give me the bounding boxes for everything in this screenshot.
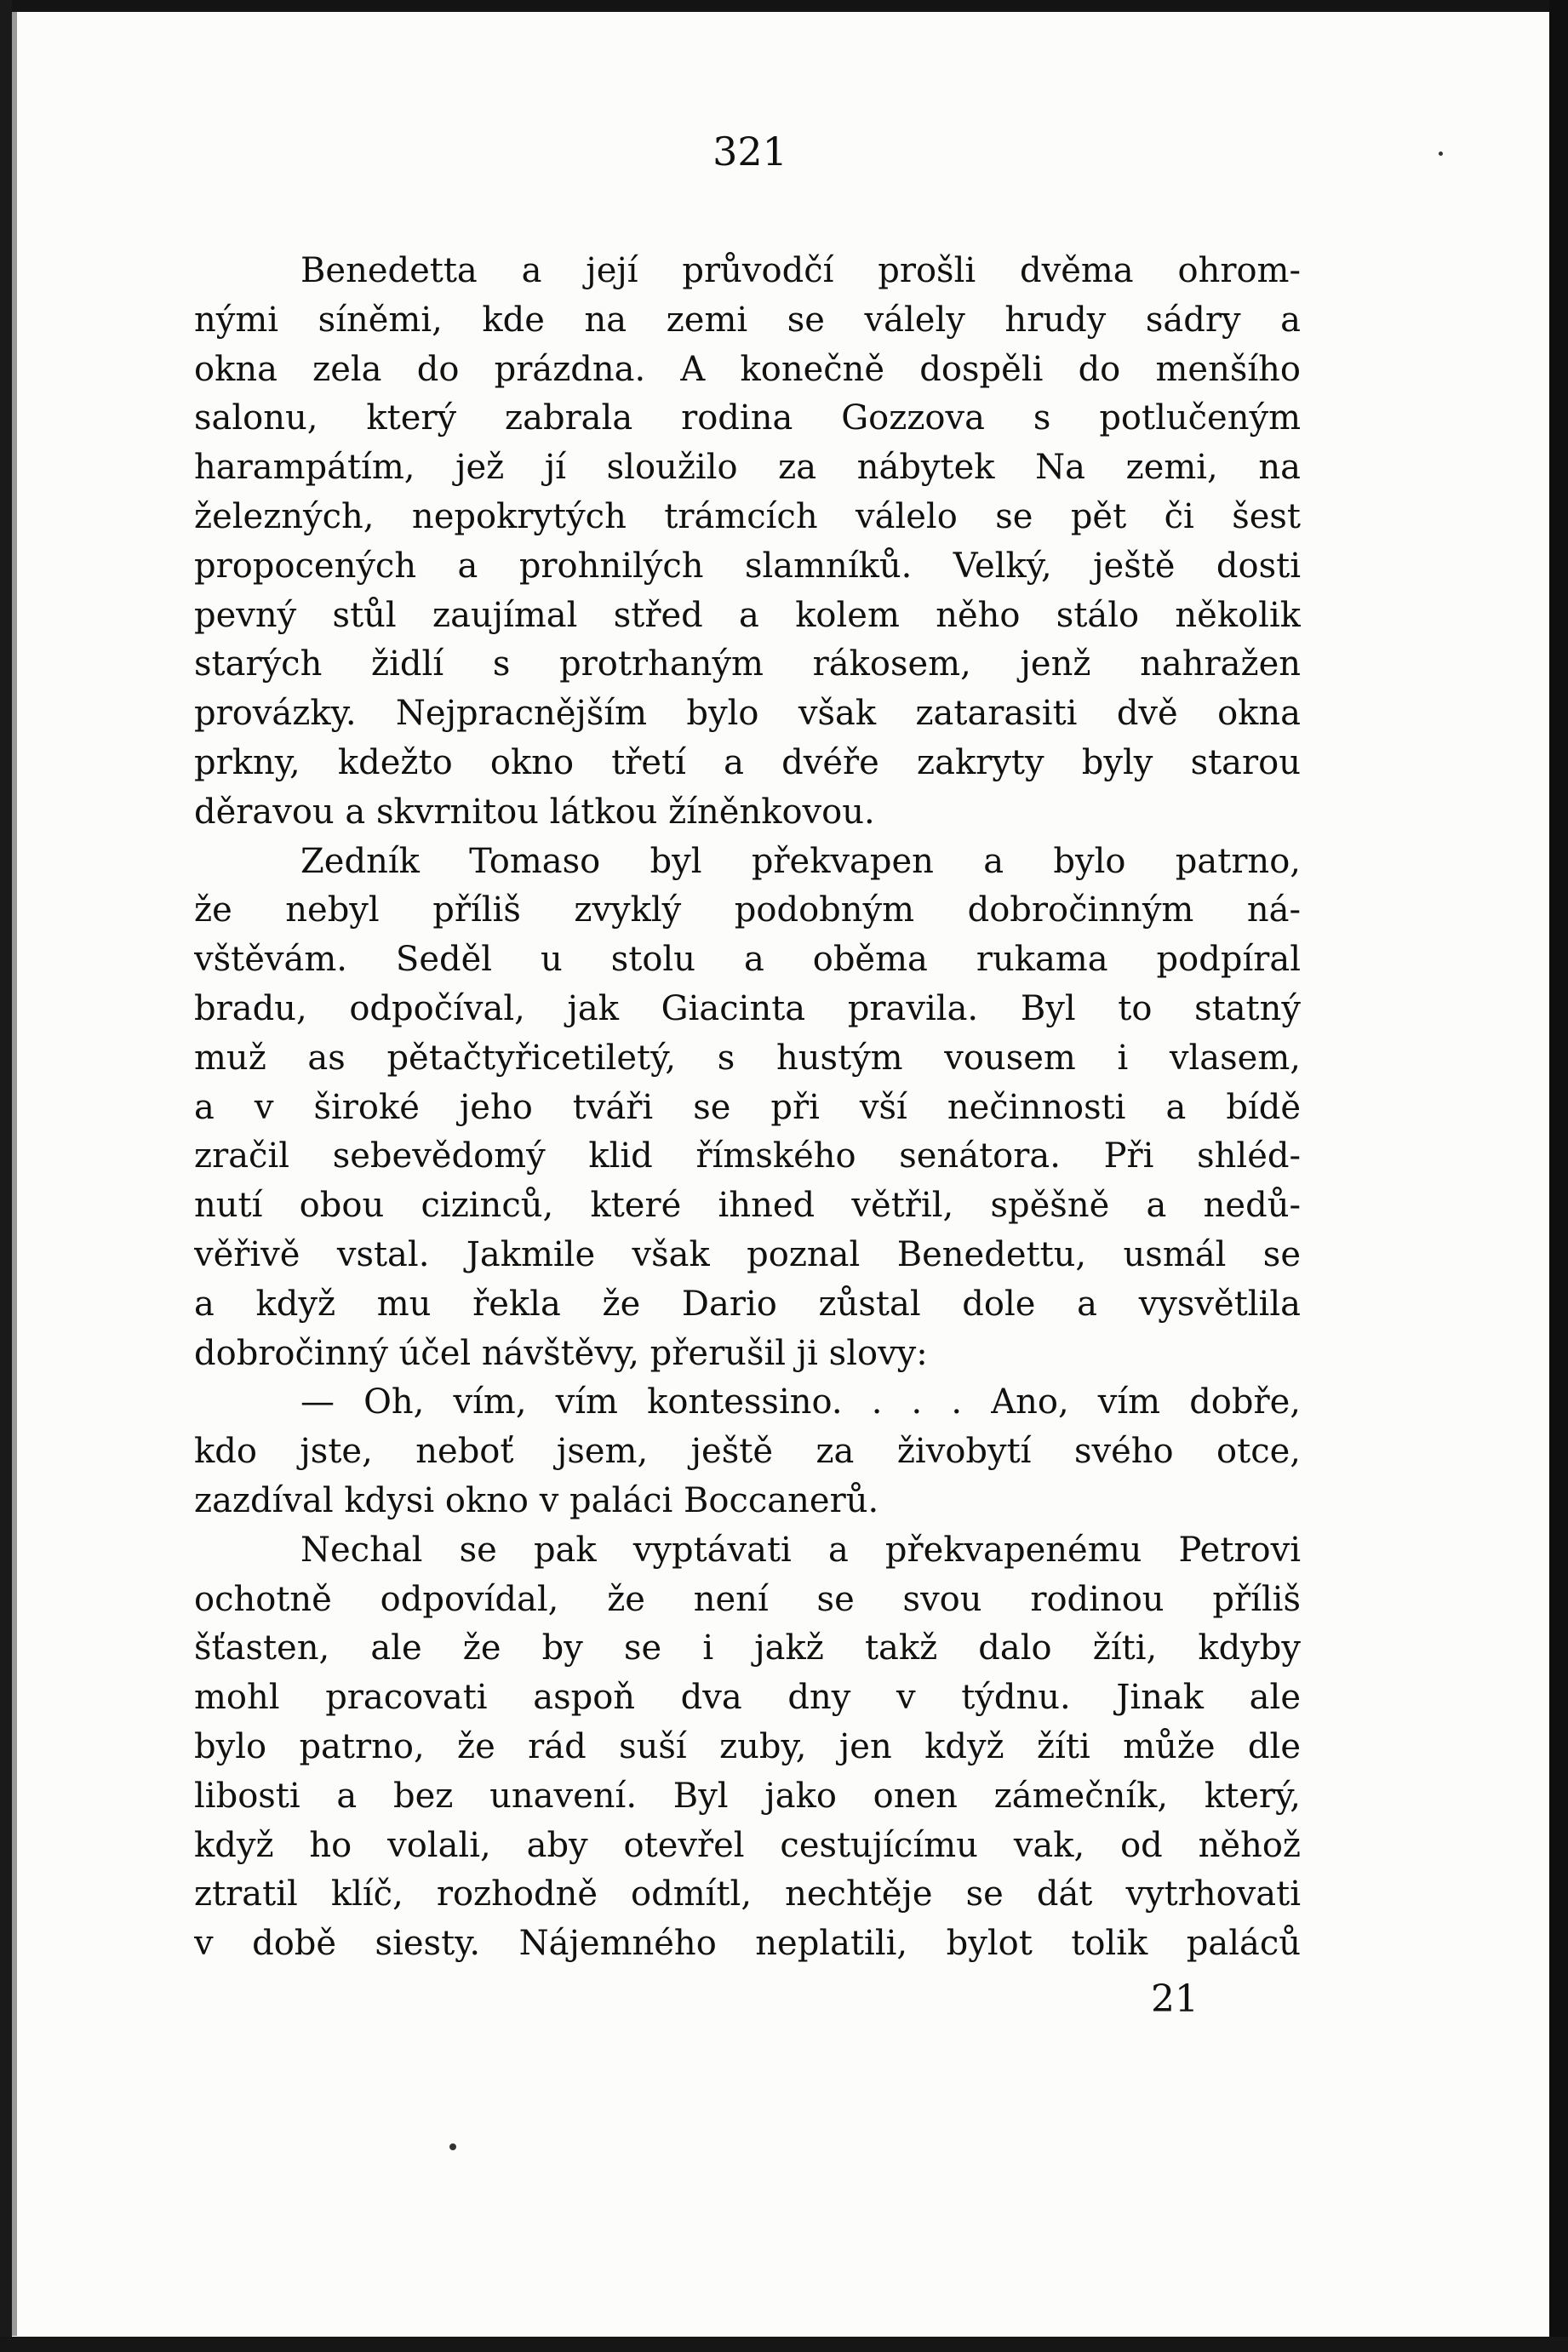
- text-line: zračil sebevědomý klid římského senátora. Při shléd-: [194, 1136, 1301, 1176]
- text-line: mohl pracovati aspoň dva dny v týdnu. Jinak ale: [194, 1678, 1301, 1718]
- text-line: — Oh, vím, vím kontessino. . . . Ano, vím dobře,: [300, 1382, 1301, 1422]
- text-line: Nechal se pak vyptávati a překvapenému Petrovi: [300, 1530, 1301, 1570]
- text-line: když ho volali, aby otevřel cestujícímu vak, od něhož: [194, 1825, 1301, 1865]
- text-line: propocených a prohnilých slamníků. Velký, ještě dosti: [194, 546, 1301, 586]
- text-line: pevný stůl zaujímal střed a kolem něho stálo několik: [194, 595, 1301, 635]
- text-line: harampátím, jež jí sloužilo za nábytek Na zemi, na: [194, 448, 1301, 488]
- scan-edge-left: [0, 0, 12, 2352]
- scan-edge-top: [0, 0, 1568, 12]
- text-line: železných, nepokrytých trámcích válelo se pět či šest: [194, 496, 1301, 536]
- text-line: provázky. Nejpracnějším bylo však zatarasiti dvě okna: [194, 694, 1301, 734]
- text-line: Zedník Tomaso byl překvapen a bylo patrno,: [300, 841, 1301, 881]
- text-line: dobročinný účel návštěvy, přerušil ji slovy:: [194, 1333, 928, 1373]
- text-line: starých židlí s protrhaným rákosem, jenž nahražen: [194, 644, 1301, 684]
- text-line: kdo jste, neboť jsem, ještě za živobytí svého otce,: [194, 1432, 1301, 1472]
- text-line: bradu, odpočíval, jak Giacinta pravila. Byl to statný: [194, 988, 1301, 1028]
- text-line: v době siesty. Nájemného neplatili, bylot tolik paláců: [194, 1924, 1301, 1964]
- text-line: ztratil klíč, rozhodně odmítl, nechtěje se dát vytrhovati: [194, 1874, 1301, 1914]
- ink-speck: [449, 2143, 456, 2150]
- text-line: a když mu řekla že Dario zůstal dole a vysvětlila: [194, 1284, 1301, 1324]
- body-text: [194, 247, 1301, 1969]
- text-line: muž as pětačtyřicetiletý, s hustým vousem i vlasem,: [194, 1038, 1301, 1078]
- text-line: salonu, který zabrala rodina Gozzova s potlučeným: [194, 398, 1301, 438]
- scan-edge-right: [1549, 0, 1568, 2352]
- text-line: nutí obou cizinců, které ihned větřil, spěšně a nedů-: [194, 1186, 1301, 1226]
- text-line: a v široké jeho tváři se při vší nečinnosti a bídě: [194, 1087, 1301, 1127]
- text-line: že nebyl příliš zvyklý podobným dobročinným ná-: [194, 890, 1301, 930]
- text-line: věřivě vstal. Jakmile však poznal Benedettu, usmál se: [194, 1234, 1301, 1274]
- text-block: [194, 128, 1301, 2025]
- text-line: zazdíval kdysi okno v paláci Boccanerů.: [194, 1480, 879, 1520]
- text-line: bylo patrno, že rád suší zuby, jen když žíti může dle: [194, 1726, 1301, 1766]
- text-line: prkny, kdežto okno třetí a dvéře zakryty byly starou: [194, 742, 1301, 782]
- scan-edge-bottom: [0, 2337, 1568, 2352]
- text-line: nými síněmi, kde na zemi se válely hrudy sádry a: [194, 300, 1301, 340]
- text-line: děravou a skvrnitou látkou žíněnkovou.: [194, 792, 875, 832]
- text-line: vštěvám. Seděl u stolu a oběma rukama podpíral: [194, 940, 1301, 980]
- text-line: šťasten, ale že by se i jakž takž dalo žíti, kdyby: [194, 1628, 1301, 1668]
- text-line: Benedetta a její průvodčí prošli dvěma ohrom-: [300, 251, 1301, 290]
- ink-speck: [1439, 152, 1443, 156]
- page-number: 321: [712, 129, 787, 175]
- text-line: libosti a bez unavení. Byl jako onen zámečník, který,: [194, 1776, 1301, 1816]
- text-line: okna zela do prázdna. A konečně dospěli do menšího: [194, 349, 1301, 389]
- signature-mark: 21: [1151, 1977, 1199, 2021]
- text-line: ochotně odpovídal, že není se svou rodinou příliš: [194, 1579, 1301, 1619]
- scan-edge-left-shadow: [12, 12, 17, 2336]
